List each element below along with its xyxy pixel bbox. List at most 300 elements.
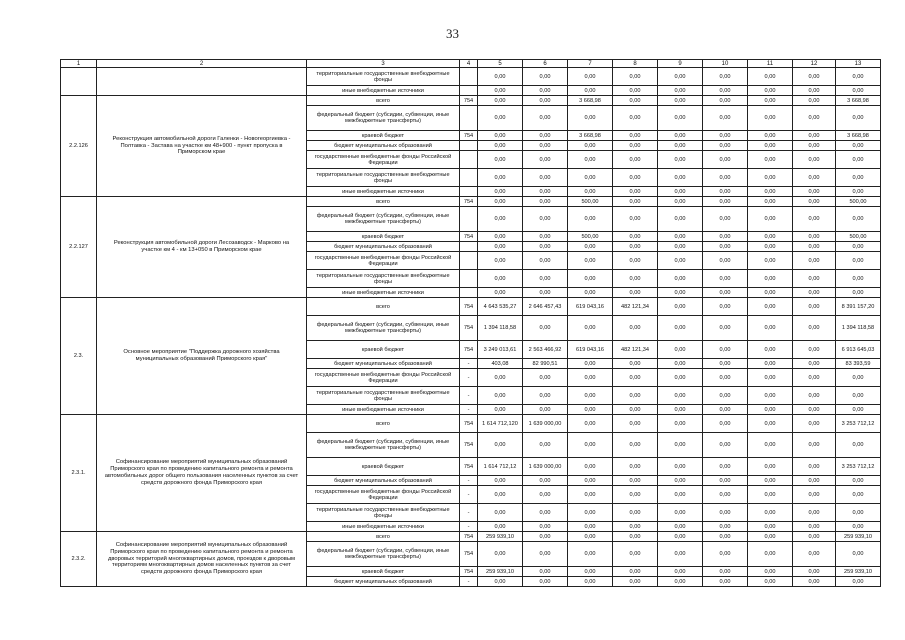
amount-cell: 0,00 xyxy=(658,577,703,587)
amount-cell: 0,00 xyxy=(703,415,748,433)
amount-cell: 500,00 xyxy=(568,197,613,207)
budget-code: 754 xyxy=(460,415,478,433)
amount-cell: 0,00 xyxy=(658,187,703,197)
amount-cell: 0,00 xyxy=(793,415,836,433)
amount-cell: 0,00 xyxy=(478,151,523,169)
amount-cell: 1 394 118,58 xyxy=(478,316,523,341)
budget-code xyxy=(460,106,478,131)
amount-cell: 0,00 xyxy=(658,567,703,577)
budget-code: 754 xyxy=(460,197,478,207)
amount-cell: 0,00 xyxy=(658,359,703,369)
budget-code: - xyxy=(460,522,478,532)
amount-cell: 0,00 xyxy=(658,387,703,405)
amount-cell: 0,00 xyxy=(523,288,568,298)
funding-source: федеральный бюджет (субсидии, субвенции, иные межбюджетные трансферты) xyxy=(307,433,460,458)
amount-cell: 0,00 xyxy=(613,359,658,369)
amount-cell: 0,00 xyxy=(568,577,613,587)
budget-code: 754 xyxy=(460,298,478,316)
budget-code: 754 xyxy=(460,433,478,458)
amount-cell: 0,00 xyxy=(658,207,703,232)
amount-cell: 0,00 xyxy=(836,187,881,197)
amount-cell: 0,00 xyxy=(613,504,658,522)
funding-source: бюджет муниципальных образований xyxy=(307,577,460,587)
amount-cell: 0,00 xyxy=(793,151,836,169)
item-number: 2.2.127 xyxy=(61,197,97,298)
amount-cell: 0,00 xyxy=(658,151,703,169)
item-name: Реконструкция автомобильной дороги Лесозаводск - Марково на участке км 4 - км 13+050 в Приморском крае xyxy=(97,197,307,298)
amount-cell: 82 990,51 xyxy=(523,359,568,369)
column-number: 4 xyxy=(460,60,478,68)
funding-source: иные внебюджетные источники xyxy=(307,522,460,532)
table-row xyxy=(61,415,881,433)
amount-cell: 0,00 xyxy=(523,151,568,169)
amount-cell: 0,00 xyxy=(703,567,748,577)
funding-source: территориальные государственные внебюджетные фонды xyxy=(307,504,460,522)
funding-source: бюджет муниципальных образований xyxy=(307,476,460,486)
amount-cell: 0,00 xyxy=(748,131,793,141)
funding-source: бюджет муниципальных образований xyxy=(307,359,460,369)
amount-cell: 0,00 xyxy=(613,288,658,298)
amount-cell: 0,00 xyxy=(793,68,836,86)
amount-cell: 0,00 xyxy=(793,476,836,486)
funding-source: всего xyxy=(307,415,460,433)
amount-cell: 0,00 xyxy=(478,504,523,522)
amount-cell: 0,00 xyxy=(478,169,523,187)
amount-cell: 0,00 xyxy=(703,577,748,587)
table-row xyxy=(61,197,881,207)
amount-cell: 0,00 xyxy=(748,387,793,405)
amount-cell: 0,00 xyxy=(658,504,703,522)
amount-cell: 0,00 xyxy=(703,458,748,476)
budget-code: - xyxy=(460,387,478,405)
amount-cell: 0,00 xyxy=(523,106,568,131)
amount-cell: 0,00 xyxy=(793,532,836,542)
amount-cell: 1 394 118,58 xyxy=(836,316,881,341)
amount-cell: 0,00 xyxy=(793,369,836,387)
budget-table xyxy=(60,59,881,587)
amount-cell: 0,00 xyxy=(478,232,523,242)
amount-cell: 0,00 xyxy=(703,359,748,369)
amount-cell: 0,00 xyxy=(703,542,748,567)
table-row xyxy=(61,68,881,86)
amount-cell: 0,00 xyxy=(613,151,658,169)
column-number: 1 xyxy=(61,60,97,68)
funding-source: федеральный бюджет (субсидии, субвенции, иные межбюджетные трансферты) xyxy=(307,207,460,232)
amount-cell: 0,00 xyxy=(658,252,703,270)
budget-code: 754 xyxy=(460,341,478,359)
budget-code: 754 xyxy=(460,567,478,577)
amount-cell: 0,00 xyxy=(793,316,836,341)
budget-code: 754 xyxy=(460,96,478,106)
amount-cell: 0,00 xyxy=(658,197,703,207)
amount-cell: 0,00 xyxy=(568,532,613,542)
budget-code xyxy=(460,169,478,187)
budget-code: 754 xyxy=(460,532,478,542)
amount-cell: 2 646 457,43 xyxy=(523,298,568,316)
column-number: 10 xyxy=(703,60,748,68)
funding-source: всего xyxy=(307,96,460,106)
amount-cell: 0,00 xyxy=(793,141,836,151)
budget-code xyxy=(460,141,478,151)
amount-cell: 0,00 xyxy=(793,405,836,415)
amount-cell: 0,00 xyxy=(748,476,793,486)
column-number: 5 xyxy=(478,60,523,68)
item-name: Реконструкция автомобильной дороги Галенки - Новогеоргиевка - Полтавка - Застава на участке км 48+900 - пункт пропуска в Приморском крае xyxy=(97,96,307,197)
funding-source: бюджет муниципальных образований xyxy=(307,242,460,252)
amount-cell: 0,00 xyxy=(568,316,613,341)
amount-cell: 0,00 xyxy=(523,131,568,141)
column-number: 3 xyxy=(307,60,460,68)
amount-cell: 0,00 xyxy=(703,96,748,106)
column-number-row xyxy=(61,60,881,68)
amount-cell: 0,00 xyxy=(568,504,613,522)
amount-cell: 0,00 xyxy=(568,405,613,415)
column-number: 6 xyxy=(523,60,568,68)
budget-code xyxy=(460,68,478,86)
budget-code xyxy=(460,187,478,197)
funding-source: краевой бюджет xyxy=(307,458,460,476)
amount-cell: 0,00 xyxy=(613,270,658,288)
amount-cell: 0,00 xyxy=(703,151,748,169)
amount-cell: 0,00 xyxy=(613,86,658,96)
budget-code: 754 xyxy=(460,131,478,141)
table-row xyxy=(61,96,881,106)
amount-cell: 0,00 xyxy=(478,433,523,458)
amount-cell: 0,00 xyxy=(748,270,793,288)
item-name: Софинансирование мероприятий муниципальных образований Приморского края по проведению капитального ремонта и ремонта дворовых территорий многоквартирных домов, проездов к дворовым территориям многоквартирных домов населенных пунктов за счет средств дорожного фонда Приморского края xyxy=(97,532,307,587)
amount-cell: 0,00 xyxy=(523,532,568,542)
amount-cell: 0,00 xyxy=(836,522,881,532)
amount-cell: 0,00 xyxy=(613,316,658,341)
amount-cell: 0,00 xyxy=(836,476,881,486)
budget-code xyxy=(460,288,478,298)
amount-cell: 0,00 xyxy=(478,106,523,131)
amount-cell: 0,00 xyxy=(613,242,658,252)
amount-cell: 0,00 xyxy=(703,187,748,197)
amount-cell: 0,00 xyxy=(748,316,793,341)
column-number: 9 xyxy=(658,60,703,68)
amount-cell: 0,00 xyxy=(568,141,613,151)
amount-cell: 0,00 xyxy=(793,486,836,504)
amount-cell: 0,00 xyxy=(658,341,703,359)
amount-cell: 0,00 xyxy=(703,131,748,141)
amount-cell: 0,00 xyxy=(703,486,748,504)
funding-source: территориальные государственные внебюджетные фонды xyxy=(307,68,460,86)
amount-cell: 0,00 xyxy=(658,86,703,96)
amount-cell: 0,00 xyxy=(523,252,568,270)
amount-cell: 0,00 xyxy=(478,242,523,252)
budget-code: - xyxy=(460,486,478,504)
amount-cell: 0,00 xyxy=(836,151,881,169)
table-row xyxy=(61,532,881,542)
amount-cell: 0,00 xyxy=(703,169,748,187)
funding-source: территориальные государственные внебюджетные фонды xyxy=(307,387,460,405)
amount-cell: 0,00 xyxy=(613,106,658,131)
amount-cell: 0,00 xyxy=(793,341,836,359)
amount-cell: 0,00 xyxy=(613,68,658,86)
amount-cell: 0,00 xyxy=(523,369,568,387)
budget-code: 754 xyxy=(460,316,478,341)
amount-cell: 0,00 xyxy=(658,298,703,316)
amount-cell: 0,00 xyxy=(478,252,523,270)
funding-source: федеральный бюджет (субсидии, субвенции, иные межбюджетные трансферты) xyxy=(307,316,460,341)
amount-cell: 0,00 xyxy=(748,542,793,567)
amount-cell: 0,00 xyxy=(703,341,748,359)
amount-cell: 259 939,10 xyxy=(836,532,881,542)
amount-cell: 0,00 xyxy=(523,486,568,504)
item-number: 2.2.126 xyxy=(61,96,97,197)
amount-cell: 0,00 xyxy=(836,433,881,458)
item-name-cell xyxy=(97,68,307,96)
amount-cell: 0,00 xyxy=(793,86,836,96)
amount-cell: 259 939,10 xyxy=(478,532,523,542)
amount-cell: 0,00 xyxy=(748,504,793,522)
amount-cell: 619 043,16 xyxy=(568,298,613,316)
amount-cell: 0,00 xyxy=(793,242,836,252)
amount-cell: 2 563 466,92 xyxy=(523,341,568,359)
amount-cell: 0,00 xyxy=(836,270,881,288)
budget-code: - xyxy=(460,476,478,486)
amount-cell: 0,00 xyxy=(478,131,523,141)
amount-cell: 0,00 xyxy=(836,169,881,187)
amount-cell: 0,00 xyxy=(836,405,881,415)
budget-code: - xyxy=(460,359,478,369)
amount-cell: 0,00 xyxy=(568,151,613,169)
amount-cell: 0,00 xyxy=(613,369,658,387)
amount-cell: 0,00 xyxy=(568,458,613,476)
amount-cell: 0,00 xyxy=(568,433,613,458)
amount-cell: 0,00 xyxy=(793,542,836,567)
amount-cell: 0,00 xyxy=(748,577,793,587)
amount-cell: 0,00 xyxy=(793,106,836,131)
amount-cell: 0,00 xyxy=(836,207,881,232)
amount-cell: 0,00 xyxy=(703,288,748,298)
amount-cell: 0,00 xyxy=(703,522,748,532)
amount-cell: 0,00 xyxy=(658,458,703,476)
amount-cell: 0,00 xyxy=(613,141,658,151)
amount-cell: 0,00 xyxy=(836,542,881,567)
budget-code xyxy=(460,207,478,232)
funding-source: иные внебюджетные источники xyxy=(307,288,460,298)
amount-cell: 1 614 712,12 xyxy=(478,458,523,476)
amount-cell: 0,00 xyxy=(523,316,568,341)
amount-cell: 0,00 xyxy=(478,141,523,151)
amount-cell: 259 939,10 xyxy=(478,567,523,577)
amount-cell: 0,00 xyxy=(703,433,748,458)
item-number: 2.3.1. xyxy=(61,415,97,532)
page-number: 33 xyxy=(446,26,459,41)
amount-cell: 0,00 xyxy=(836,577,881,587)
amount-cell: 0,00 xyxy=(568,252,613,270)
amount-cell: 0,00 xyxy=(523,542,568,567)
amount-cell: 500,00 xyxy=(836,197,881,207)
amount-cell: 0,00 xyxy=(703,68,748,86)
amount-cell: 3 668,98 xyxy=(568,96,613,106)
amount-cell: 0,00 xyxy=(703,504,748,522)
amount-cell: 0,00 xyxy=(523,476,568,486)
amount-cell: 0,00 xyxy=(523,242,568,252)
amount-cell: 3 253 712,12 xyxy=(836,415,881,433)
amount-cell: 0,00 xyxy=(568,542,613,567)
amount-cell: 403,08 xyxy=(478,359,523,369)
amount-cell: 0,00 xyxy=(568,270,613,288)
amount-cell: 0,00 xyxy=(478,288,523,298)
amount-cell: 0,00 xyxy=(613,433,658,458)
amount-cell: 0,00 xyxy=(793,197,836,207)
amount-cell: 0,00 xyxy=(793,131,836,141)
amount-cell: 0,00 xyxy=(478,486,523,504)
funding-source: государственные внебюджетные фонды Российской Федерации xyxy=(307,151,460,169)
amount-cell: 3 668,98 xyxy=(568,131,613,141)
amount-cell: 8 391 157,20 xyxy=(836,298,881,316)
amount-cell: 0,00 xyxy=(793,359,836,369)
amount-cell: 0,00 xyxy=(523,86,568,96)
amount-cell: 0,00 xyxy=(568,567,613,577)
budget-code: 754 xyxy=(460,458,478,476)
budget-code xyxy=(460,252,478,270)
amount-cell: 0,00 xyxy=(748,169,793,187)
amount-cell: 0,00 xyxy=(613,415,658,433)
amount-cell: 0,00 xyxy=(568,169,613,187)
amount-cell: 0,00 xyxy=(703,298,748,316)
amount-cell: 0,00 xyxy=(748,415,793,433)
amount-cell: 0,00 xyxy=(478,68,523,86)
amount-cell: 0,00 xyxy=(748,288,793,298)
funding-source: государственные внебюджетные фонды Российской Федерации xyxy=(307,486,460,504)
amount-cell: 0,00 xyxy=(523,232,568,242)
funding-source: бюджет муниципальных образований xyxy=(307,141,460,151)
amount-cell: 0,00 xyxy=(793,187,836,197)
amount-cell: 0,00 xyxy=(613,542,658,567)
amount-cell: 0,00 xyxy=(613,522,658,532)
amount-cell: 0,00 xyxy=(836,106,881,131)
amount-cell: 0,00 xyxy=(748,298,793,316)
funding-source: краевой бюджет xyxy=(307,567,460,577)
amount-cell: 0,00 xyxy=(748,532,793,542)
amount-cell: 0,00 xyxy=(658,542,703,567)
amount-cell: 0,00 xyxy=(478,577,523,587)
funding-source: федеральный бюджет (субсидии, субвенции, иные межбюджетные трансферты) xyxy=(307,106,460,131)
amount-cell: 0,00 xyxy=(748,68,793,86)
amount-cell: 0,00 xyxy=(523,207,568,232)
amount-cell: 0,00 xyxy=(568,359,613,369)
amount-cell: 0,00 xyxy=(748,567,793,577)
item-name: Основное мероприятие "Поддержка дорожного хозяйства муниципальных образований Приморского края" xyxy=(97,298,307,415)
amount-cell: 0,00 xyxy=(748,197,793,207)
amount-cell: 0,00 xyxy=(793,207,836,232)
amount-cell: 0,00 xyxy=(478,542,523,567)
item-number: 2.3. xyxy=(61,298,97,415)
amount-cell: 0,00 xyxy=(568,187,613,197)
column-number: 2 xyxy=(97,60,307,68)
amount-cell: 482 121,34 xyxy=(613,298,658,316)
amount-cell: 0,00 xyxy=(568,415,613,433)
item-name: Софинансирование мероприятий муниципальных образований Приморского края по проведению капитального ремонта и ремонта автомобильных дорог общего пользования населенных пунктов за счет средств дорожного фонда Приморского края xyxy=(97,415,307,532)
amount-cell: 0,00 xyxy=(703,86,748,96)
funding-source: всего xyxy=(307,298,460,316)
funding-source: территориальные государственные внебюджетные фонды xyxy=(307,270,460,288)
amount-cell: 6 913 645,03 xyxy=(836,341,881,359)
funding-source: краевой бюджет xyxy=(307,131,460,141)
column-number: 13 xyxy=(836,60,881,68)
amount-cell: 0,00 xyxy=(793,96,836,106)
amount-cell: 0,00 xyxy=(748,458,793,476)
amount-cell: 0,00 xyxy=(658,476,703,486)
budget-code: - xyxy=(460,577,478,587)
amount-cell: 0,00 xyxy=(836,369,881,387)
amount-cell: 500,00 xyxy=(836,232,881,242)
amount-cell: 0,00 xyxy=(748,359,793,369)
funding-source: краевой бюджет xyxy=(307,232,460,242)
amount-cell: 0,00 xyxy=(748,369,793,387)
amount-cell: 0,00 xyxy=(658,270,703,288)
amount-cell: 0,00 xyxy=(658,433,703,458)
item-number-cell xyxy=(61,68,97,96)
amount-cell: 482 121,34 xyxy=(613,341,658,359)
amount-cell: 0,00 xyxy=(478,522,523,532)
amount-cell: 0,00 xyxy=(658,242,703,252)
amount-cell: 0,00 xyxy=(523,405,568,415)
funding-source: иные внебюджетные источники xyxy=(307,187,460,197)
budget-code xyxy=(460,86,478,96)
amount-cell: 0,00 xyxy=(568,369,613,387)
funding-source: государственные внебюджетные фонды Российской Федерации xyxy=(307,252,460,270)
budget-code: 754 xyxy=(460,232,478,242)
amount-cell: 0,00 xyxy=(703,532,748,542)
funding-source: государственные внебюджетные фонды Российской Федерации xyxy=(307,369,460,387)
amount-cell: 0,00 xyxy=(613,131,658,141)
amount-cell: 0,00 xyxy=(748,187,793,197)
amount-cell: 0,00 xyxy=(658,288,703,298)
amount-cell: 0,00 xyxy=(793,270,836,288)
amount-cell: 0,00 xyxy=(523,96,568,106)
amount-cell: 0,00 xyxy=(703,252,748,270)
amount-cell: 0,00 xyxy=(703,232,748,242)
amount-cell: 0,00 xyxy=(523,567,568,577)
amount-cell: 0,00 xyxy=(523,387,568,405)
amount-cell: 0,00 xyxy=(613,169,658,187)
amount-cell: 0,00 xyxy=(658,405,703,415)
amount-cell: 0,00 xyxy=(793,288,836,298)
amount-cell: 0,00 xyxy=(478,369,523,387)
amount-cell: 1 639 000,00 xyxy=(523,415,568,433)
amount-cell: 0,00 xyxy=(478,197,523,207)
amount-cell: 0,00 xyxy=(836,68,881,86)
amount-cell: 0,00 xyxy=(748,86,793,96)
amount-cell: 0,00 xyxy=(748,341,793,359)
amount-cell: 0,00 xyxy=(478,405,523,415)
amount-cell: 619 043,16 xyxy=(568,341,613,359)
amount-cell: 0,00 xyxy=(703,141,748,151)
amount-cell: 83 393,59 xyxy=(836,359,881,369)
budget-code: - xyxy=(460,369,478,387)
table-row xyxy=(61,298,881,316)
amount-cell: 0,00 xyxy=(703,405,748,415)
amount-cell: 0,00 xyxy=(478,187,523,197)
amount-cell: 0,00 xyxy=(793,298,836,316)
amount-cell: 0,00 xyxy=(748,522,793,532)
funding-source: краевой бюджет xyxy=(307,341,460,359)
amount-cell: 0,00 xyxy=(523,141,568,151)
amount-cell: 0,00 xyxy=(523,197,568,207)
amount-cell: 0,00 xyxy=(748,433,793,458)
budget-code xyxy=(460,242,478,252)
amount-cell: 0,00 xyxy=(568,522,613,532)
amount-cell: 3 668,98 xyxy=(836,131,881,141)
funding-source: всего xyxy=(307,197,460,207)
amount-cell: 0,00 xyxy=(658,68,703,86)
amount-cell: 0,00 xyxy=(748,207,793,232)
